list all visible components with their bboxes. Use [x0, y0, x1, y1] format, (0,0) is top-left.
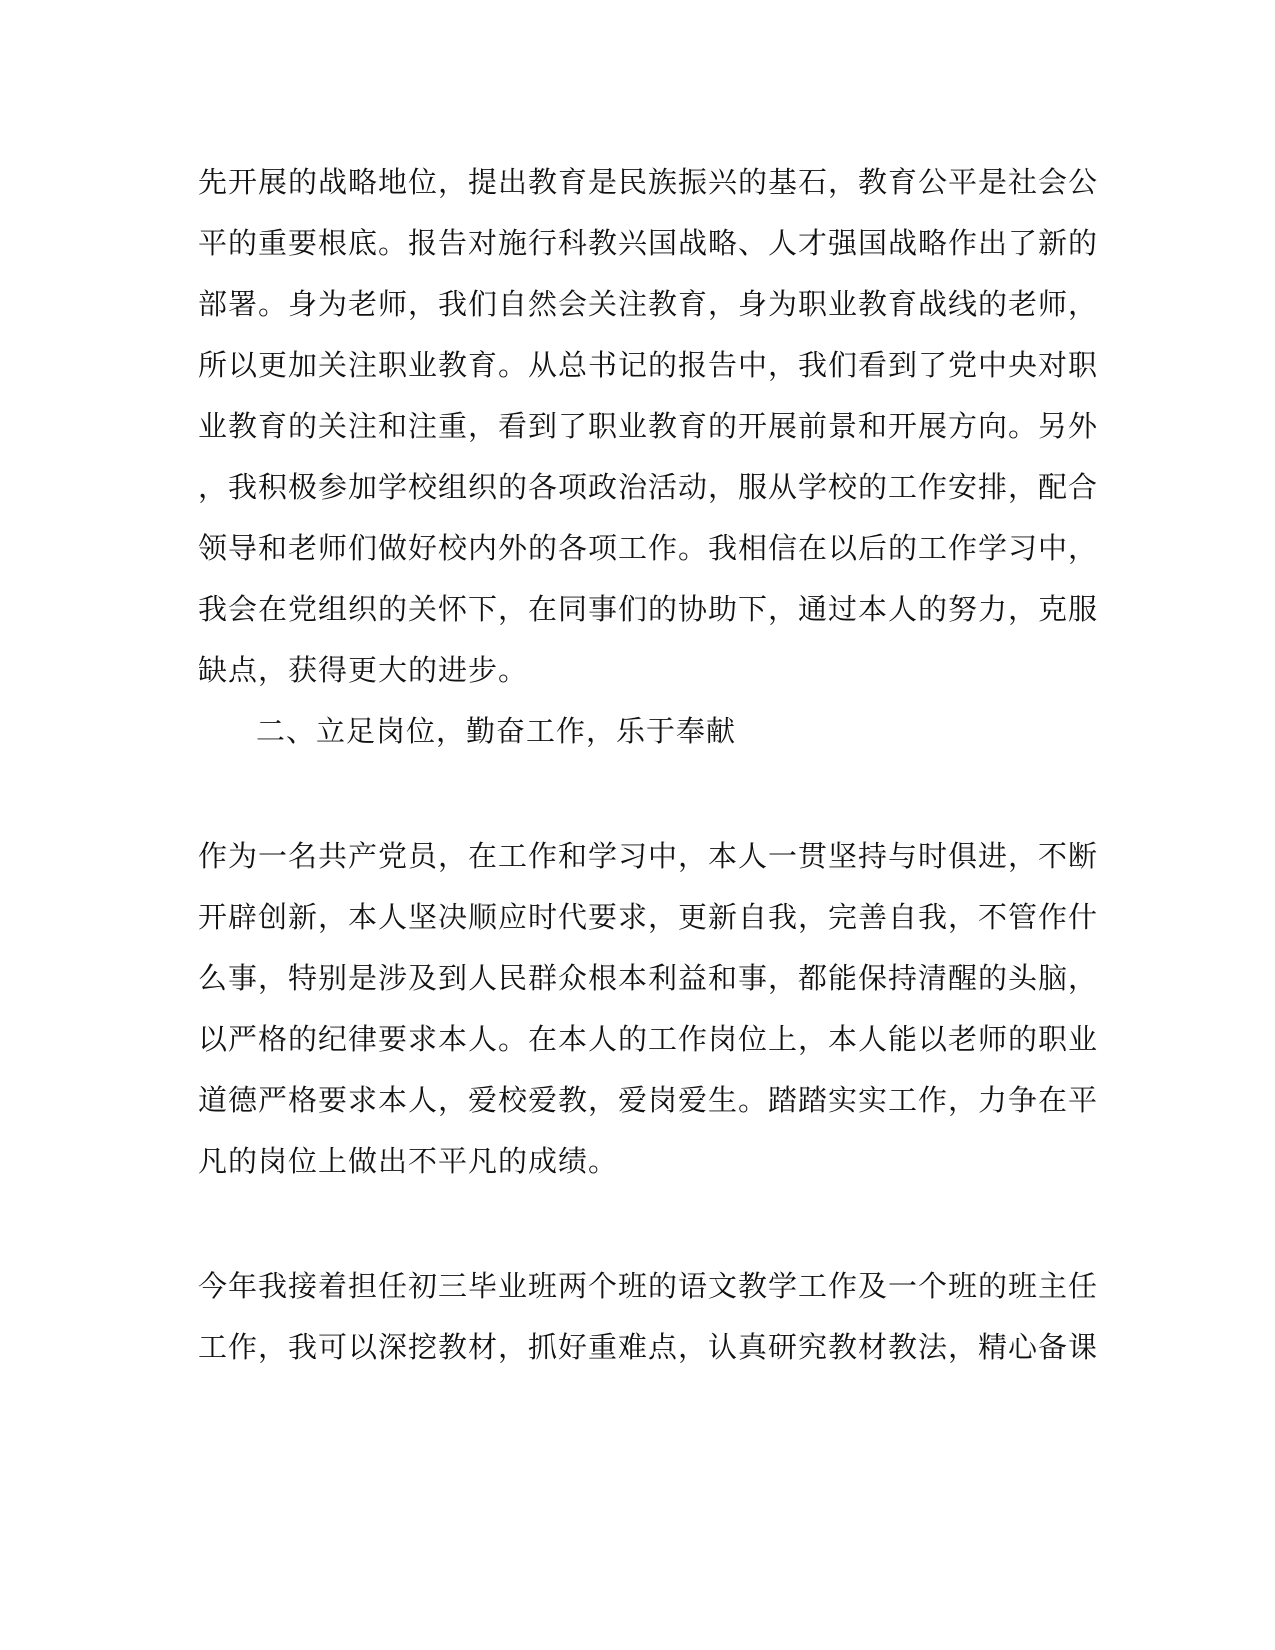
section-heading-2: 二、立足岗位，勤奋工作，乐于奉献: [256, 714, 737, 748]
paragraph-1-line-9: 缺点，获得更大的进步。: [198, 653, 529, 687]
paragraph-3-line-1: 今年我接着担任初三毕业班两个班的语文教学工作及一个班的班主任: [198, 1269, 1099, 1303]
paragraph-1-line-1: 先开展的战略地位，提出教育是民族振兴的基石，教育公平是社会公: [198, 165, 1099, 199]
paragraph-1-line-4: 所以更加关注职业教育。从总书记的报告中，我们看到了党中央对职: [198, 348, 1099, 382]
paragraph-1-line-2: 平的重要根底。报告对施行科教兴国战略、人才强国战略作出了新的: [198, 226, 1099, 260]
paragraph-1-line-8: 我会在党组织的关怀下，在同事们的协助下，通过本人的努力，克服: [198, 592, 1099, 626]
paragraph-3-line-2: 工作，我可以深挖教材，抓好重难点，认真研究教材教法，精心备课: [198, 1330, 1099, 1364]
paragraph-1-line-6: ，我积极参加学校组织的各项政治活动，服从学校的工作安排，配合: [198, 470, 1099, 504]
paragraph-2-line-5: 道德严格要求本人，爱校爱教，爱岗爱生。踏踏实实工作，力争在平: [198, 1083, 1099, 1117]
paragraph-1-line-5: 业教育的关注和注重，看到了职业教育的开展前景和开展方向。另外: [198, 409, 1099, 443]
paragraph-2-line-3: 么事，特别是涉及到人民群众根本利益和事，都能保持清醒的头脑，: [198, 961, 1099, 995]
paragraph-1-line-7: 领导和老师们做好校内外的各项工作。我相信在以后的工作学习中，: [198, 531, 1099, 565]
paragraph-2-line-1: 作为一名共产党员，在工作和学习中，本人一贯坚持与时俱进，不断: [198, 839, 1099, 873]
paragraph-1-line-3: 部署。身为老师，我们自然会关注教育，身为职业教育战线的老师，: [198, 287, 1099, 321]
paragraph-2-line-4: 以严格的纪律要求本人。在本人的工作岗位上，本人能以老师的职业: [198, 1022, 1099, 1056]
paragraph-2-line-2: 开辟创新，本人坚决顺应时代要求，更新自我，完善自我，不管作什: [198, 900, 1099, 934]
paragraph-2-line-6: 凡的岗位上做出不平凡的成绩。: [198, 1144, 619, 1178]
